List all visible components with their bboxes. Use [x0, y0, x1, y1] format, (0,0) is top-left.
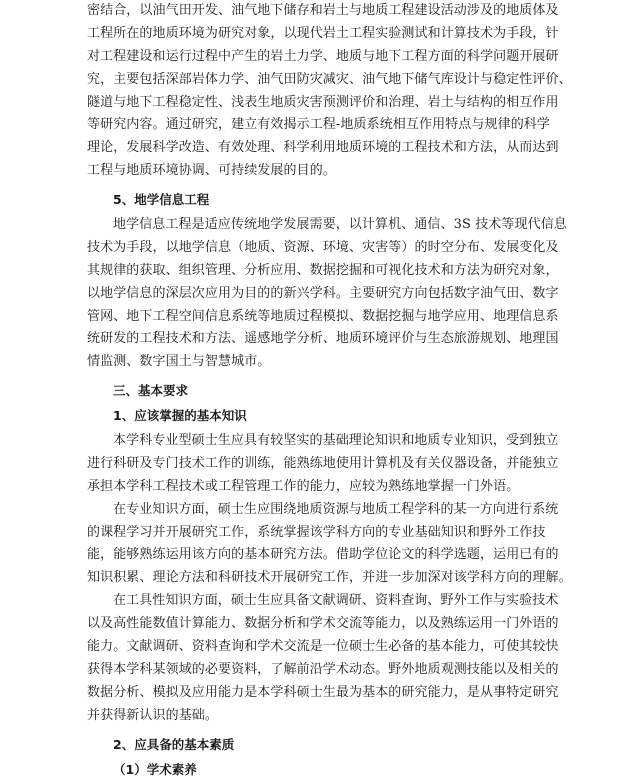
paragraph-line: 以及高性能数值计算能力、数据分析和学术交流等能力，以及熟练运用一门外语的 [87, 616, 559, 632]
section-heading: 2、应具备的基本素质 [113, 736, 235, 752]
paragraph-line: 进行科研及专门技术工作的训练，能熟练地使用计算机及有关仪器设备，并能独立 [87, 455, 559, 471]
paragraph-line: 技术为手段，以地学信息（地质、资源、环境、灾害等）的时空分布、发展变化及 [87, 239, 559, 255]
paragraph-line: 密结合，以油气田开发、油气地下储存和岩土与地质工程建设活动涉及的地质体及 [87, 3, 559, 18]
paragraph-line: 工程所在的地质环境为研究对象，以现代岩土工程实验测试和计算技术为手段，针 [87, 25, 559, 41]
section-heading: 5、地学信息工程 [113, 192, 210, 208]
paragraph [87, 214, 567, 374]
paragraph-line: 本学科专业型硕士生应具有较坚实的基础理论知识和地质专业知识，受到独立 [113, 433, 559, 449]
paragraph-line: 理论，发展科学改造、有效处理、科学利用地质环境的工程技术和方法，从而达到 [87, 140, 559, 156]
paragraph-line: 并获得新认识的基础。 [87, 707, 219, 723]
paragraph-line: 能力。文献调研、资料查询和学术交流是一位硕士生必备的基本能力，可使其较快 [87, 639, 559, 655]
paragraph-line: 的课程学习并开展研究工作，系统掌握该学科方向的专业基础知识和野外工作技 [87, 524, 546, 540]
paragraph-line: 工程与地质环境协调、可持续发展的目的。 [87, 163, 336, 179]
paragraph-line: 管网、地下工程空间信息系统等地质过程模拟、数据挖掘与地学应用、地理信息系 [87, 308, 559, 324]
paragraph-line: 究，主要包括深部岩体力学、油气田防灾减灾、油气地下储气库设计与稳定性评价、 [87, 71, 572, 87]
paragraph-line: 承担本学科工程技术或工程管理工作的能力，应较为熟练地掌握一门外语。 [87, 478, 520, 494]
paragraph-line: 统研发的工程技术和方法、遥感地学分析、地质环境评价与生态旅游规划、地理国 [87, 331, 559, 347]
paragraph-line: 知识积累、理论方法和科研技术开展研究工作，并进一步加深对该学科方向的理解。 [87, 570, 572, 586]
document-page [87, 0, 572, 783]
paragraph-line: 能，能够熟练运用该方向的基本研究方法。借助学位论文的科学选题，运用已有的 [87, 547, 559, 563]
paragraph-line: 其规律的获取、组织管理、分析应用、数据挖掘和可视化技术和方法为研究对象， [87, 262, 559, 278]
paragraph-line: 情监测、数字国土与智慧城市。 [87, 354, 271, 370]
paragraph [87, 590, 559, 727]
paragraph [87, 0, 572, 183]
paragraph-line: 数据分析、模拟及应用能力是本学科硕士生最为基本的研究能力，是从事特定研究 [87, 684, 559, 700]
section-heading: 三、基本要求 [113, 383, 189, 399]
paragraph-line: 隧道与地下工程稳定性、浅表生地质灾害预测评价和治理、岩土与结构的相互作用 [87, 94, 559, 110]
section-heading: （1）学术素养 [113, 761, 197, 777]
paragraph-line: 在工具性知识方面，硕士生应具备文献调研、资料查询、野外工作与实验技术 [113, 593, 559, 609]
paragraph-line: 等研究内容。通过研究，建立有效揭示工程-地质系统相互作用特点与规律的科学 [87, 117, 550, 133]
paragraph-line: 获得本学科某领域的必要资料，了解前沿学术动态。野外地质观测技能以及相关的 [87, 661, 559, 677]
paragraph [87, 430, 559, 499]
paragraph-line: 地学信息工程是适应传统地学发展需要，以计算机、通信、3S 技术等现代信息 [113, 217, 567, 233]
section-heading: 1、应该掌握的基本知识 [113, 408, 247, 424]
paragraph-line: 对工程建设和运行过程中产生的岩土力学、地质与地下工程方面的科学问题开展研 [87, 48, 559, 64]
paragraph [87, 499, 572, 591]
paragraph-line: 以地学信息的深层次应用为目的的新兴学科。主要研究方向包括数字油气田、数字 [87, 285, 559, 301]
paragraph-line: 在专业知识方面，硕士生应围绕地质资源与地质工程学科的某一方向进行系统 [113, 501, 559, 517]
